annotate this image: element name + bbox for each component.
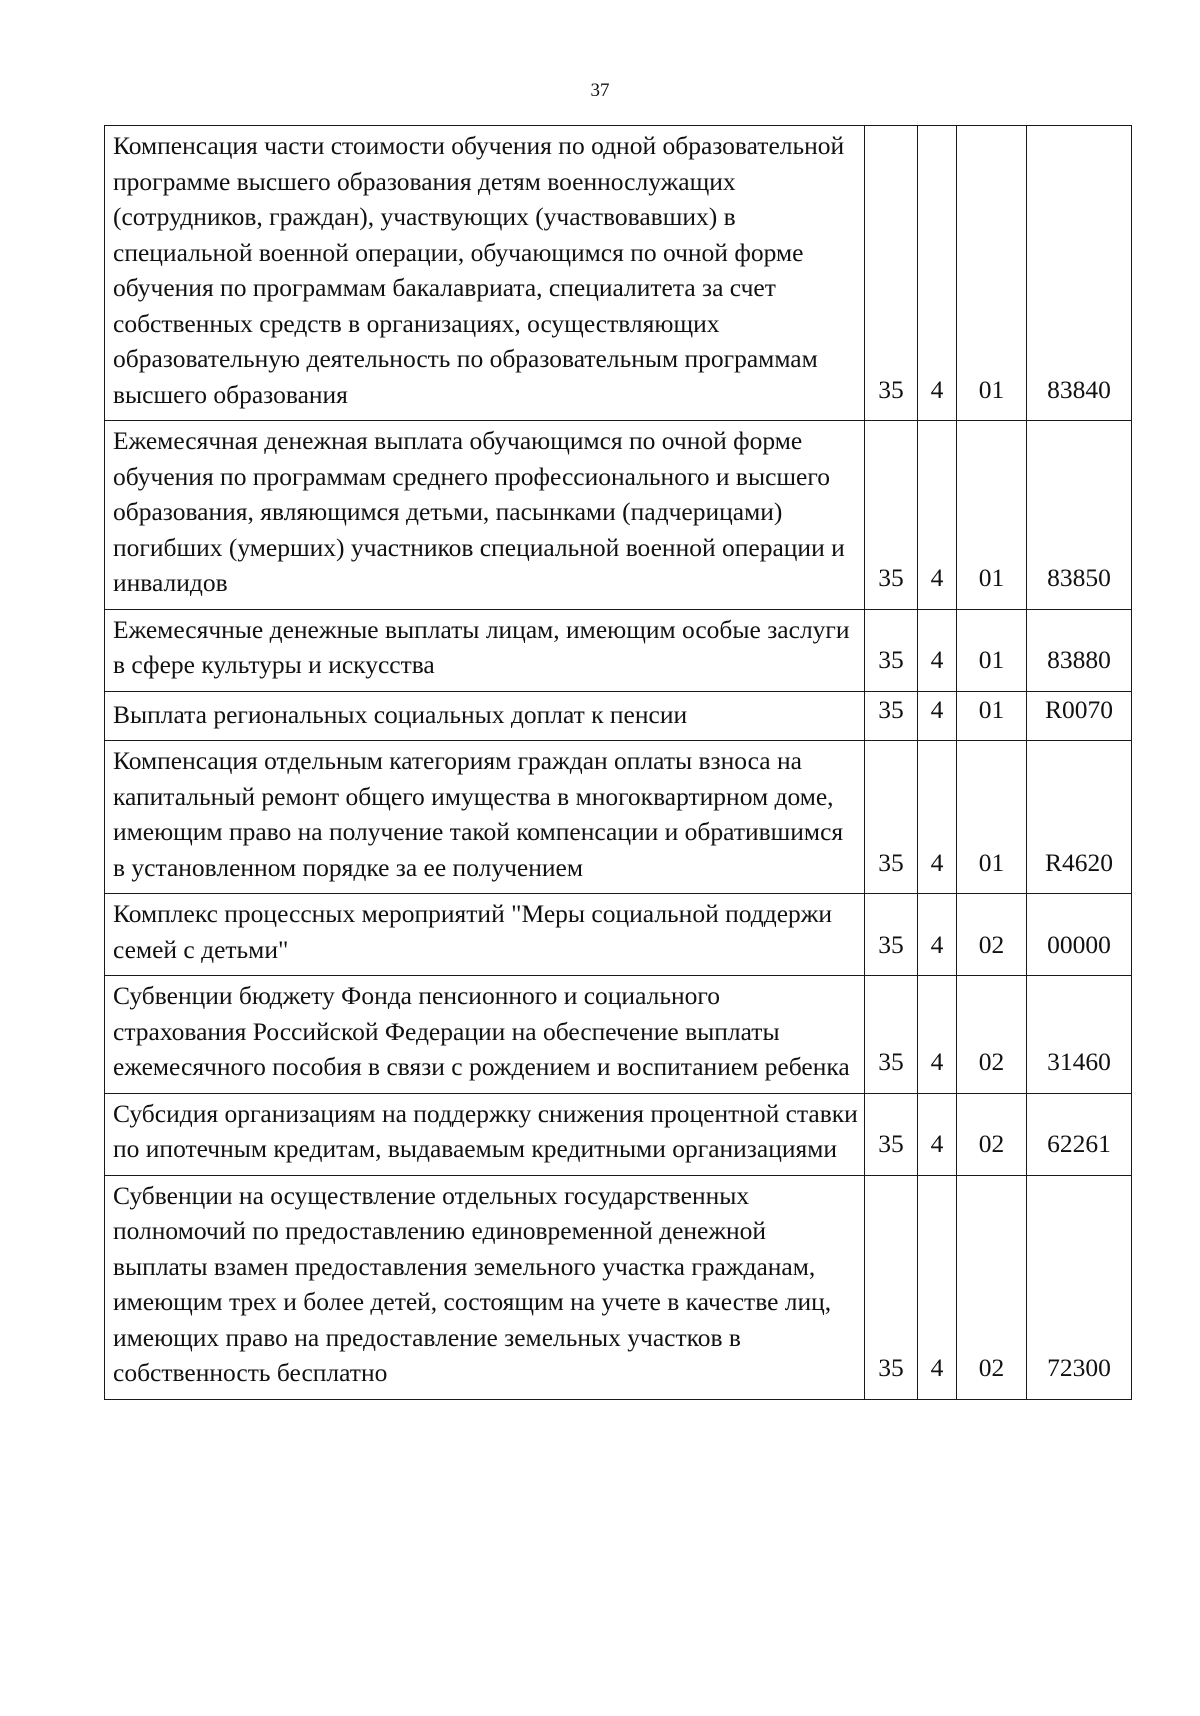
direction-code-cell: 72300 xyxy=(1027,1175,1132,1399)
program-code-cell: 35 xyxy=(865,609,918,691)
row-name-cell: Субвенции бюджету Фонда пенсионного и социального страхования Российской Федерации на обеспечение выплаты ежемесячного пособия в связи с рождением и воспитанием ребенка xyxy=(105,976,865,1094)
program-code-cell: 35 xyxy=(865,976,918,1094)
row-name-cell: Субвенции на осуществление отдельных государственных полномочий по предоставлению единовременной денежной выплаты взамен предоставления земельного участка гражданам, имеющим трех и более детей, состоящим на учете в качестве лиц, имеющих право на предоставление земельных участков в собственность бесплатно xyxy=(105,1175,865,1399)
direction-code-cell: 83850 xyxy=(1027,421,1132,610)
row-name-cell: Ежемесячная денежная выплата обучающимся по очной форме обучения по программам среднего профессионального и высшего образования, являющимся детьми, пасынками (падчерицами) погибших (умерших) участников специальной военной операции и инвалидов xyxy=(105,421,865,610)
subprogram-type-cell: 4 xyxy=(918,976,957,1094)
subprogram-type-cell: 4 xyxy=(918,421,957,610)
row-name-cell: Выплата региональных социальных доплат к пенсии xyxy=(105,691,865,741)
row-name-cell: Комплекс процессных мероприятий "Меры социальной поддержи семей с детьми" xyxy=(105,894,865,976)
table-row xyxy=(105,976,1132,1094)
table-row xyxy=(105,609,1132,691)
structural-element-cell: 01 xyxy=(957,421,1027,610)
direction-code-cell: 31460 xyxy=(1027,976,1132,1094)
table-row xyxy=(105,691,1132,741)
row-name-cell: Компенсация части стоимости обучения по одной образовательной программе высшего образования детям военнослужащих (сотрудников, граждан), участвующих (участвовавших) в специальной военной операции, обучающимся по очной форме обучения по программам бакалавриата, специалитета за счет собственных средств в организациях, осуществляющих образовательную деятельность по образовательным программам высшего образования xyxy=(105,126,865,421)
direction-code-cell: 83880 xyxy=(1027,609,1132,691)
table-row xyxy=(105,894,1132,976)
program-code-cell: 35 xyxy=(865,421,918,610)
program-code-cell: 35 xyxy=(865,691,918,741)
structural-element-cell: 01 xyxy=(957,609,1027,691)
program-code-cell: 35 xyxy=(865,741,918,894)
subprogram-type-cell: 4 xyxy=(918,1175,957,1399)
structural-element-cell: 01 xyxy=(957,126,1027,421)
structural-element-cell: 02 xyxy=(957,1175,1027,1399)
table-row xyxy=(105,421,1132,610)
program-code-cell: 35 xyxy=(865,1175,918,1399)
row-name-cell: Компенсация отдельным категориям граждан оплаты взноса на капитальный ремонт общего имущества в многоквартирном доме, имеющим право на получение такой компенсации и обратившимся в установленном порядке за ее получением xyxy=(105,741,865,894)
subprogram-type-cell: 4 xyxy=(918,741,957,894)
table-row xyxy=(105,126,1132,421)
row-name-cell: Ежемесячные денежные выплаты лицам, имеющим особые заслуги в сфере культуры и искусства xyxy=(105,609,865,691)
direction-code-cell: 62261 xyxy=(1027,1093,1132,1175)
program-code-cell: 35 xyxy=(865,1093,918,1175)
direction-code-cell: 00000 xyxy=(1027,894,1132,976)
direction-code-cell: R4620 xyxy=(1027,741,1132,894)
table-row xyxy=(105,741,1132,894)
subprogram-type-cell: 4 xyxy=(918,691,957,741)
structural-element-cell: 02 xyxy=(957,1093,1027,1175)
structural-element-cell: 02 xyxy=(957,976,1027,1094)
budget-classification-table xyxy=(104,125,1132,1400)
row-name-cell: Субсидия организациям на поддержку снижения процентной ставки по ипотечным кредитам, выдаваемым кредитными организациями xyxy=(105,1093,865,1175)
direction-code-cell: 83840 xyxy=(1027,126,1132,421)
direction-code-cell: R0070 xyxy=(1027,691,1132,741)
subprogram-type-cell: 4 xyxy=(918,1093,957,1175)
page-number: 37 xyxy=(590,80,610,101)
table-row xyxy=(105,1093,1132,1175)
structural-element-cell: 01 xyxy=(957,691,1027,741)
program-code-cell: 35 xyxy=(865,126,918,421)
subprogram-type-cell: 4 xyxy=(918,609,957,691)
subprogram-type-cell: 4 xyxy=(918,126,957,421)
program-code-cell: 35 xyxy=(865,894,918,976)
structural-element-cell: 01 xyxy=(957,741,1027,894)
structural-element-cell: 02 xyxy=(957,894,1027,976)
subprogram-type-cell: 4 xyxy=(918,894,957,976)
table-row xyxy=(105,1175,1132,1399)
